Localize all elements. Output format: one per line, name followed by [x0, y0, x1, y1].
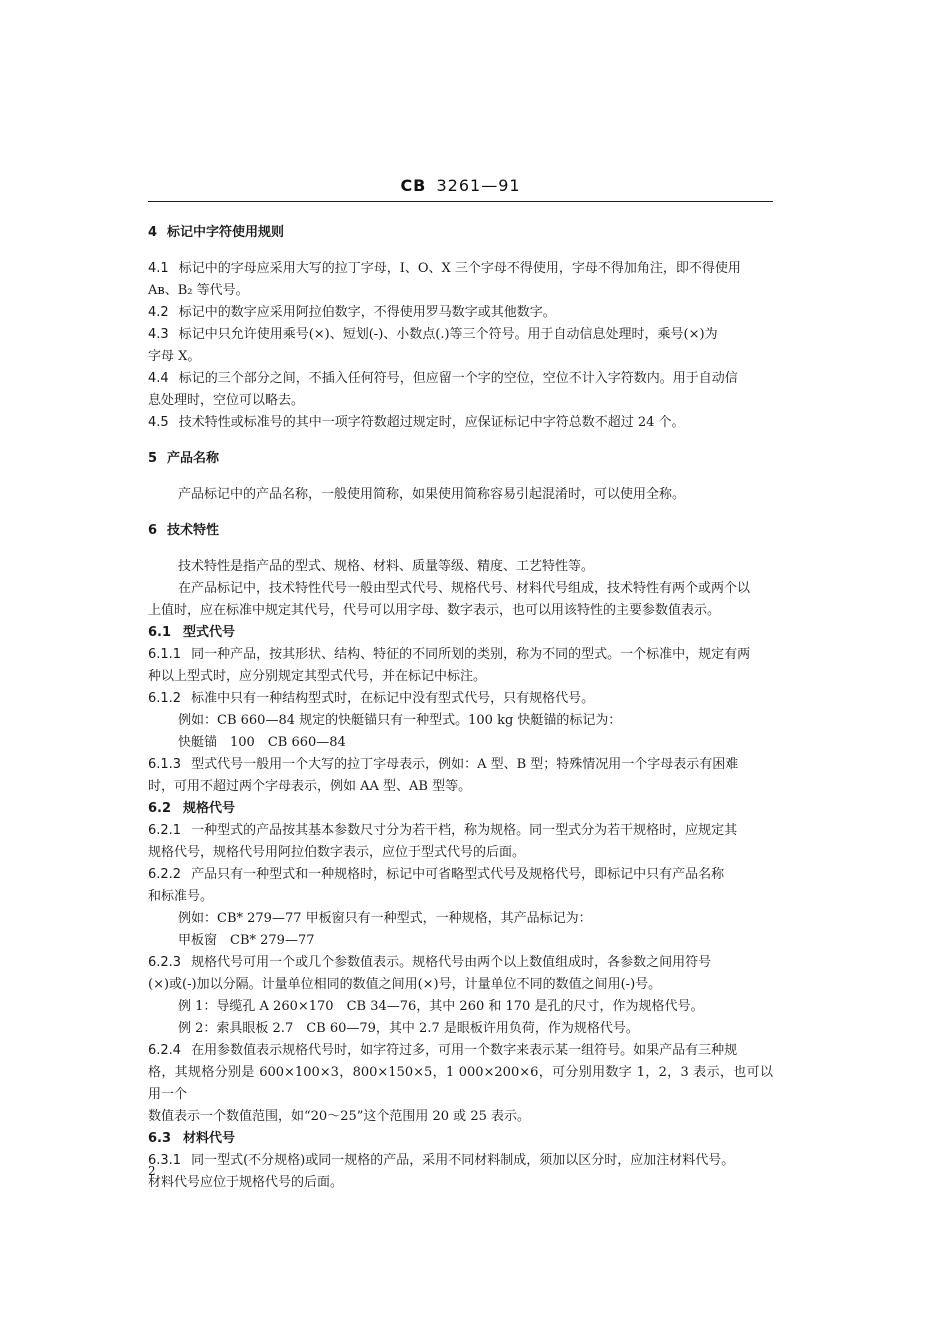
page-number: 2 [148, 1164, 156, 1178]
para-6-intro: 技术特性是指产品的型式、规格、材料、质量等级、精度、工艺特性等。 [178, 559, 595, 574]
para-4-5: 4.5 技术特性或标准号的其中一项字符数超过规定时，应保证标记中字符总数不超过 24 个。 [148, 415, 685, 430]
example-6-2-3-2: 例 2：索具眼板 2.7 CB 60—79，其中 2.7 是眼板许用负荷，作为规格代号。 [178, 1021, 639, 1036]
section-6-3-heading: 6.3 材料代号 [148, 1131, 236, 1146]
para-5-body: 产品标记中的产品名称，一般使用简称，如果使用简称容易引起混淆时，可以使用全称。 [178, 487, 686, 502]
example-6-1-2-mark: 快艇锚 100 CB 660—84 [178, 735, 346, 750]
para-4-4: 4.4 标记的三个部分之间，不插入任何符号，但应留一个字的空位，空位不计入字符数内。用于自动信 息处理时，空位可以略去。 [148, 371, 738, 408]
para-4-2: 4.2 标记中的数字应采用阿拉伯数字，不得使用罗马数字或其他数字。 [148, 305, 556, 320]
para-6-1-1: 6.1.1 同一种产品，按其形状、结构、特征的不同所划的类别，称为不同的型式。一个标准中，规定有两 种以上型式时，应分别规定其型式代号，并在标记中标注。 [148, 647, 751, 684]
standard-code: CB [400, 176, 427, 195]
para-6-1-2: 6.1.2 标准中只有一种结构型式时，在标记中没有型式代号，只有规格代号。 [148, 691, 595, 706]
section-4-heading: 4 标记中字符使用规则 [148, 225, 285, 240]
para-6-2-2: 6.2.2 产品只有一种型式和一种规格时，标记中可省略型式代号及规格代号，即标记中只有产品名称 和标准号。 [148, 867, 725, 904]
example-6-2-2: 例如：CB* 279—77 甲板窗只有一种型式，一种规格，其产品标记为： [178, 911, 592, 926]
para-6-2-4: 6.2.4 在用参数值表示规格代号时，如字符过多，可用一个数字来表示某一组符号。如果产品有三种规 格，其规格分别是 600×100×3，800×150×5，1 000×200×6，可分别用数字 1，2，3 表示，也可以用一个 数值表示一个数值范围，如“20～25”这个范围用 20 或 25 表示。 [148, 1043, 773, 1124]
para-6-1-3: 6.1.3 型式代号一般用一个大写的拉丁字母表示，例如：A 型、B 型；特殊情况用一个字母表示有困难 时，可用不超过两个字母表示，例如 AA 型、AB 型等。 [148, 757, 739, 794]
para-6-2-1: 6.2.1 一种型式的产品按其基本参数尺寸分为若干档，称为规格。同一型式分为若干规格时，应规定其 规格代号，规格代号用阿拉伯数字表示，应位于型式代号的后面。 [148, 823, 738, 860]
section-6-heading: 6 技术特性 [148, 523, 220, 538]
para-6-composition: 在产品标记中，技术特性代号一般由型式代号、规格代号、材料代号组成，技术特性有两个或两个以 上值时，应在标准中规定其代号，代号可以用字母、数字表示，也可以用该特性的主要参数值表示。 [148, 581, 751, 618]
example-6-2-2-mark: 甲板窗 CB* 279—77 [178, 933, 315, 948]
example-6-2-3-1: 例 1：导缆孔 A 260×170 CB 34—76，其中 260 和 170 是孔的尺寸，作为规格代号。 [178, 999, 704, 1014]
para-6-2-3: 6.2.3 规格代号可用一个或几个参数值表示。规格代号由两个以上数值组成时，各参数之间用符号 (×)或(-)加以分隔。计量单位相同的数值之间用(×)号，计量单位不同的数值之间用(-)号。 [148, 955, 712, 992]
page-header [148, 176, 773, 195]
standard-number: 3261—91 [436, 176, 521, 195]
section-6-1-heading: 6.1 型式代号 [148, 625, 236, 640]
document-body [148, 222, 773, 1194]
example-6-1-2: 例如：CB 660—84 规定的快艇锚只有一种型式。100 kg 快艇锚的标记为： [178, 713, 622, 728]
para-6-3-1: 6.3.1 同一型式(不分规格)或同一规格的产品，采用不同材料制成，须加以区分时，应加注材料代号。 材料代号应位于规格代号的后面。 [148, 1153, 735, 1190]
para-4-3: 4.3 标记中只允许使用乘号(×)、短划(-)、小数点(.)等三个符号。用于自动信息处理时，乘号(×)为 字母 X。 [148, 327, 718, 364]
section-6-2-heading: 6.2 规格代号 [148, 801, 236, 816]
section-5-heading: 5 产品名称 [148, 451, 220, 466]
header-rule [148, 201, 773, 202]
para-4-1: 4.1 标记中的字母应采用大写的拉丁字母，I、O、X 三个字母不得使用，字母不得加角注，即不得使用 Aʙ、B₂ 等代号。 [148, 261, 741, 298]
